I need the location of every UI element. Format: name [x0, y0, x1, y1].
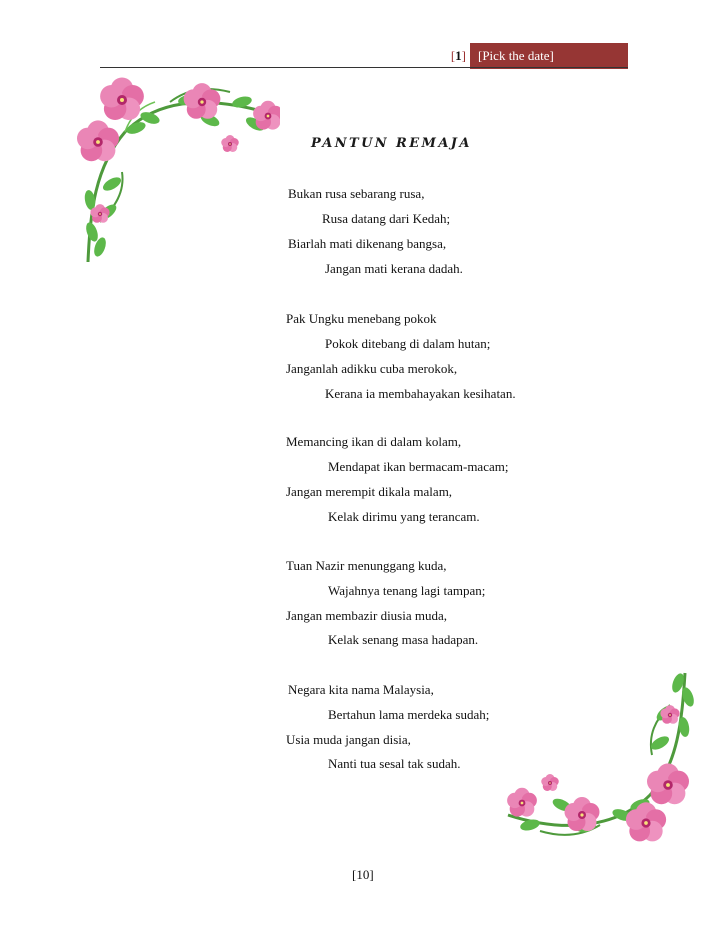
poem-title: PANTUN REMAJA	[311, 136, 472, 151]
header-divider	[100, 67, 628, 68]
poem-line: Jangan mati kerana dadah.	[325, 261, 463, 276]
poem-line: Mendapat ikan bermacam-macam;	[328, 459, 509, 474]
poem-line: Kelak dirimu yang terancam.	[328, 509, 480, 524]
poem-line: Pokok ditebang di dalam hutan;	[325, 336, 491, 351]
poem-line: Jangan membazir diusia muda,	[286, 608, 448, 623]
poem-line: Negara kita nama Malaysia,	[288, 682, 434, 697]
poem-line: Bertahun lama merdeka sudah;	[328, 707, 490, 722]
footer-page-number: [10]	[352, 867, 374, 882]
poem-line: Memancing ikan di dalam kolam,	[286, 434, 462, 449]
floral-corner-bottom-right-icon	[500, 665, 700, 850]
poem-line: Nanti tua sesal tak sudah.	[328, 756, 461, 771]
poem-line: Biarlah mati dikenang bangsa,	[288, 236, 447, 251]
page-number-bracket-close: ]	[461, 48, 466, 63]
poem-line: Janganlah adikku cuba merokok,	[286, 361, 458, 376]
poem-line: Jangan merempit dikala malam,	[286, 484, 453, 499]
poem-line: Bukan rusa sebarang rusa,	[288, 186, 425, 201]
poem-line: Pak Ungku menebang pokok	[286, 311, 437, 326]
poem-line: Kerana ia membahayakan kesihatan.	[325, 386, 516, 401]
floral-corner-top-left-icon	[70, 72, 280, 272]
poem-line: Usia muda jangan disia,	[286, 732, 411, 747]
date-placeholder-box[interactable]: [Pick the date]	[470, 43, 628, 69]
page-number-bracket-open: [	[450, 48, 456, 63]
poem-line: Wajahnya tenang lagi tampan;	[328, 583, 486, 598]
poem-line: Kelak senang masa hadapan.	[328, 632, 479, 647]
poem-line: Tuan Nazir menunggang kuda,	[286, 558, 447, 573]
poem-line: Rusa datang dari Kedah;	[322, 211, 451, 226]
header-page-number	[430, 44, 466, 68]
page-number-value: 1	[455, 48, 462, 63]
